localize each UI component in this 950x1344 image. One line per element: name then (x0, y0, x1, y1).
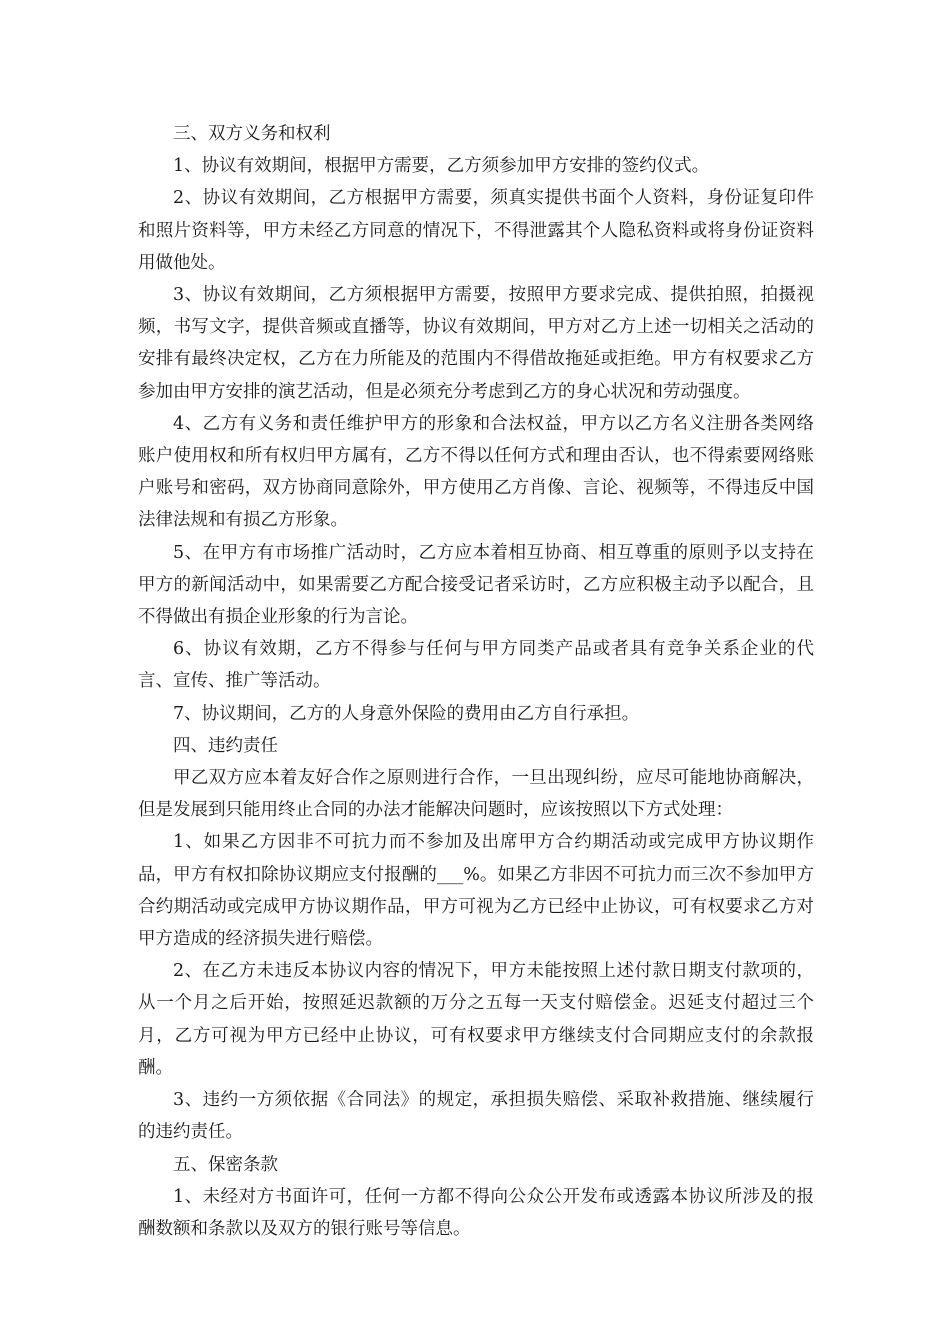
section-heading-confidentiality: 五、保密条款 (173, 1154, 278, 1175)
clause-paragraph: 3、违约一方须依据《合同法》的规定，承担损失赔偿、采取补救措施、继续履行的违约责任。 (138, 1090, 814, 1143)
clause-paragraph: 甲乙双方应本着友好合作之原则进行合作，一旦出现纠纷，应尽可能地协商解决，但是发展到只能用终止合同的办法才能解决问题时，应该按照以下方式处理： (138, 768, 814, 821)
clause-paragraph: 1、未经对方书面许可，任何一方都不得向公众公开发布或透露本协议所涉及的报酬数额和条款以及双方的银行账号等信息。 (138, 1186, 814, 1239)
clause-paragraph: 1、如果乙方因非不可抗力而不参加及出席甲方合约期活动或完成甲方协议期作品，甲方有权扣除协议期应支付报酬的___%。如果乙方非因不可抗力而三次不参加甲方合约期活动或完成甲方协议期作品，甲方可视为乙方已经中止协议，可有权要求乙方对甲方造成的经济损失进行赔偿。 (138, 832, 814, 950)
section-heading-obligations: 三、双方义务和权利 (173, 124, 331, 144)
clause-paragraph: 7、协议期间，乙方的人身意外保险的费用由乙方自行承担。 (173, 703, 640, 724)
document-page (138, 118, 814, 1245)
clause-paragraph: 6、协议有效期，乙方不得参与任何与甲方同类产品或者具有竞争关系企业的代言、宣传、推广等活动。 (138, 639, 814, 692)
section-heading-breach: 四、违约责任 (173, 735, 278, 756)
clause-paragraph: 2、在乙方未违反本协议内容的情况下，甲方未能按照上述付款日期支付款项的，从一个月之后开始，按照延迟款额的万分之五每一天支付赔偿金。迟延支付超过三个月，乙方可视为甲方已经中止协议，可有权要求甲方继续支付合同期应支付的余款报酬。 (138, 961, 814, 1078)
clause-paragraph: 1、协议有效期间，根据甲方需要，乙方须参加甲方安排的签约仪式。 (173, 156, 710, 177)
clause-paragraph: 3、协议有效期间，乙方须根据甲方需要，按照甲方要求完成、提供拍照，拍摄视频，书写文字，提供音频或直播等，协议有效期间，甲方对乙方上述一切相关之活动的安排有最终决定权，乙方在力所能及的范围内不得借故拖延或拒绝。甲方有权要求乙方参加由甲方安排的演艺活动，但是必须充分考虑到乙方的身心状况和劳动强度。 (138, 285, 814, 402)
clause-paragraph: 2、协议有效期间，乙方根据甲方需要，须真实提供书面个人资料，身份证复印件和照片资料等，甲方未经乙方同意的情况下，不得泄露其个人隐私资料或将身份证资料用做他处。 (138, 188, 814, 273)
clause-paragraph: 5、在甲方有市场推广活动时，乙方应本着相互协商、相互尊重的原则予以支持在甲方的新闻活动中，如果需要乙方配合接受记者采访时，乙方应积极主动予以配合，且不得做出有损企业形象的行为言论。 (138, 542, 814, 628)
clause-paragraph: 4、乙方有义务和责任维护甲方的形象和合法权益，甲方以乙方名义注册各类网络账户使用权和所有权归甲方属有，乙方不得以任何方式和理由否认，也不得索要网络账户账号和密码，双方协商同意除外，甲方使用乙方肖像、言论、视频等，不得违反中国法律法规和有损乙方形象。 (138, 413, 814, 531)
